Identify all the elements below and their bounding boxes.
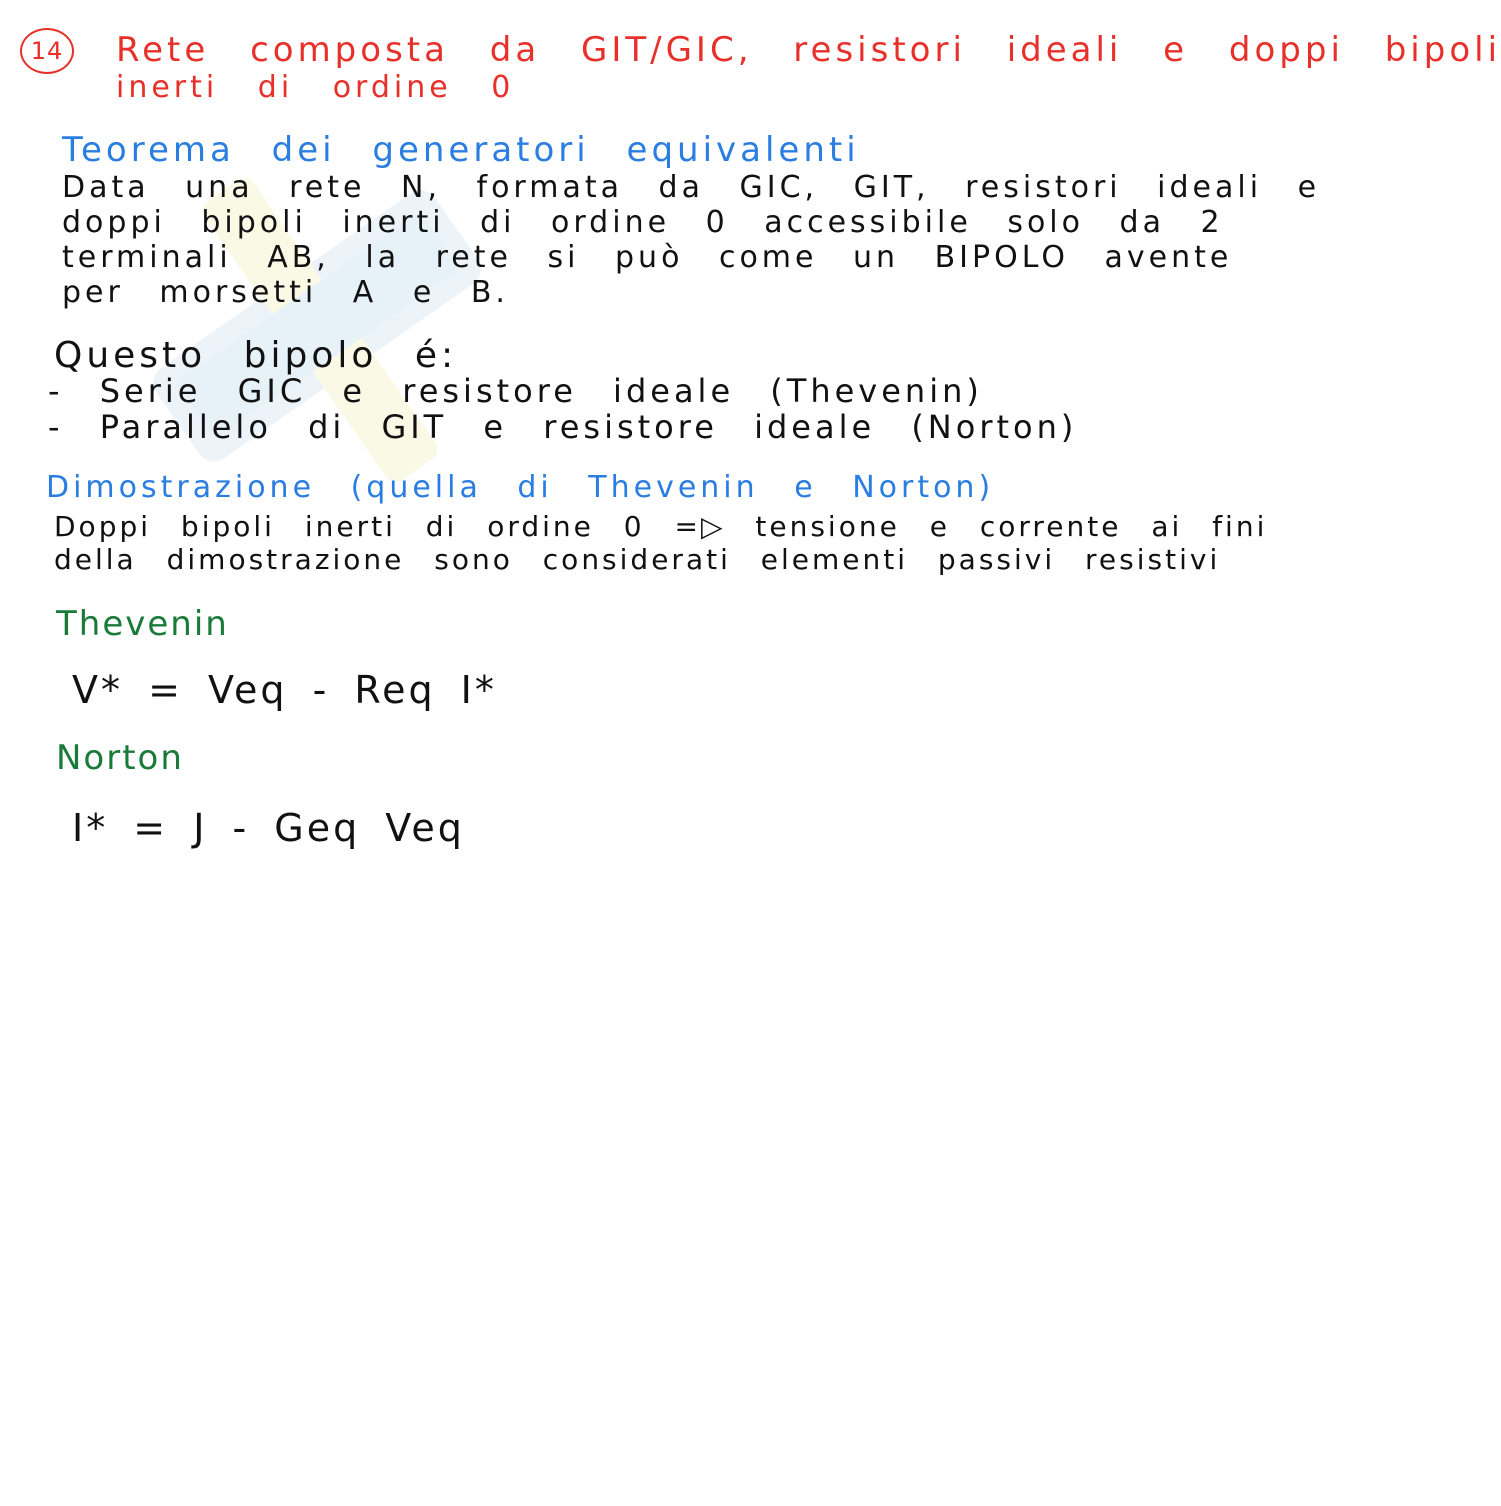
- teorema-text-line: terminali AB, la rete si può come un BIPOLO avente: [62, 240, 1233, 275]
- dimostrazione-heading: Dimostrazione (quella di Thevenin e Norton): [46, 470, 995, 505]
- norton-formula: I* = J - Geq Veq: [72, 806, 465, 850]
- section-number-badge: 14: [20, 28, 74, 74]
- dimostrazione-text-line: della dimostrazione sono considerati elementi passivi resistivi: [54, 543, 1221, 576]
- teorema-text-line: per morsetti A e B.: [62, 275, 509, 310]
- teorema-text-line: Data una rete N, formata da GIC, GIT, resistori ideali e: [62, 170, 1321, 205]
- teorema-heading: Teorema dei generatori equivalenti: [62, 130, 860, 170]
- section-title-line2: inerti di ordine 0: [116, 70, 515, 105]
- thevenin-heading: Thevenin: [56, 604, 229, 644]
- section-title-line1: Rete composta da GIT/GIC, resistori ideali e doppi bipoli: [116, 30, 1501, 70]
- bipolo-list-item: - Serie GIC e resistore ideale (Thevenin): [48, 372, 983, 410]
- norton-heading: Norton: [56, 738, 184, 778]
- dimostrazione-text-line: Doppi bipoli inerti di ordine 0 =▷ tensione e corrente ai fini: [54, 510, 1268, 543]
- bipolo-intro: Questo bipolo é:: [54, 335, 458, 376]
- bipolo-list-item: - Parallelo di GIT e resistore ideale (Norton): [48, 408, 1078, 446]
- teorema-text-line: doppi bipoli inerti di ordine 0 accessibile solo da 2: [62, 205, 1224, 240]
- thevenin-formula: V* = Veq - Req I*: [72, 668, 497, 712]
